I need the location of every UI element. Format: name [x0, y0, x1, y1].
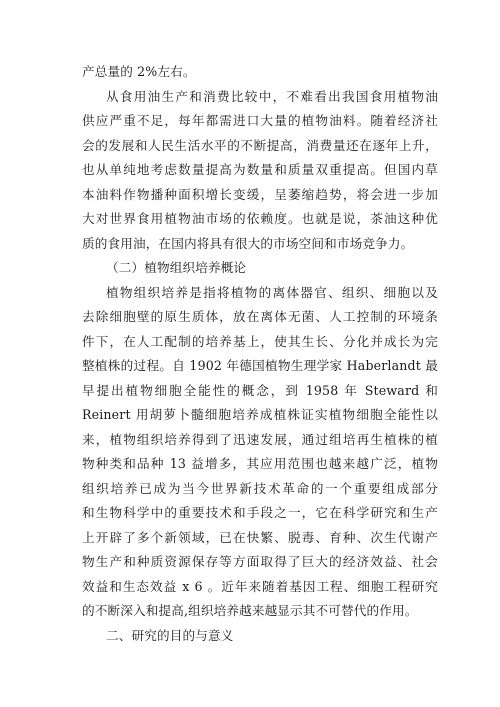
paragraph-continuation — [82, 60, 438, 85]
text-line: 来，植物组织培养得到了迅速发展，通过组培再生植株的植 — [82, 431, 438, 447]
text-line: 植物组织培养是指将植物的离体器官、组织、细胞以及 — [106, 284, 438, 300]
text-line: 也从单纯地考虑数量提高为数量和质量双重提高。但国内草 — [82, 162, 438, 177]
text-line: 的不断深入和提高,组织培养越来越显示其不可替代的作用。 — [82, 603, 418, 618]
text-line: 和生物科学中的重要技术和手段之一，它在科学研究和生产 — [82, 505, 438, 520]
text-line: 物生产和种质资源保存等方面取得了巨大的经济效益、社会 — [82, 554, 438, 569]
text-line: 组织培养已成为当今世界新技术革命的一个重要组成部分 — [82, 480, 438, 496]
text-line: 上开辟了多个新领域，已在快繁、脱毒、育种、次生代谢产 — [82, 529, 438, 545]
text-line: 大对世界食用植物油市场的依赖度。也就是说，茶油这种优 — [82, 211, 438, 226]
section-heading: （二）植物组织培养概论 — [106, 260, 247, 275]
text-line: 物种类和品种 13 益增多，其应用范围也越来越广泛，植物 — [82, 456, 438, 471]
text-line: 早提出植物细胞全能性的概念，到 1958 年 Steward 和 — [82, 382, 438, 398]
text-line: 本油料作物播种面积增长变缓，呈萎缩趋势，将会进一步加 — [82, 186, 438, 202]
section-heading: 二、研究的目的与意义 — [106, 627, 234, 643]
text-line: Reinert 用胡萝卜髓细胞培养成植株证实植物细胞全能性以 — [82, 407, 438, 422]
text-line: 供应严重不足，每年都需进口大量的植物油料。随着经济社 — [82, 113, 438, 128]
document-page — [82, 60, 438, 648]
text-line: 从食用油生产和消费比较中，不难看出我国食用植物油 — [106, 88, 438, 104]
paragraph-edible-oil — [82, 85, 438, 257]
text-line: 件下，在人工配制的培养基上，使其生长、分化并成长为完 — [82, 333, 438, 349]
text-line: 去除细胞壁的原生质体，放在离体无菌、人工控制的环境条 — [82, 309, 438, 324]
text-line: 会的发展和人民生活水平的不断提高，消费量还在逐年上升， — [82, 137, 438, 153]
text-line: 效益和生态效益 x 6 。近年来随着基因工程、细胞工程研究 — [82, 578, 438, 594]
text-line: 质的食用油，在国内将具有很大的市场空间和市场竞争力。 — [82, 235, 414, 251]
text-line: 产总量的 2%左右。 — [82, 64, 196, 79]
paragraph-tissue-culture — [82, 281, 438, 624]
text-line: 整植株的过程。自 1902 年德国植物生理学家 Haberlandt 最 — [82, 358, 438, 373]
